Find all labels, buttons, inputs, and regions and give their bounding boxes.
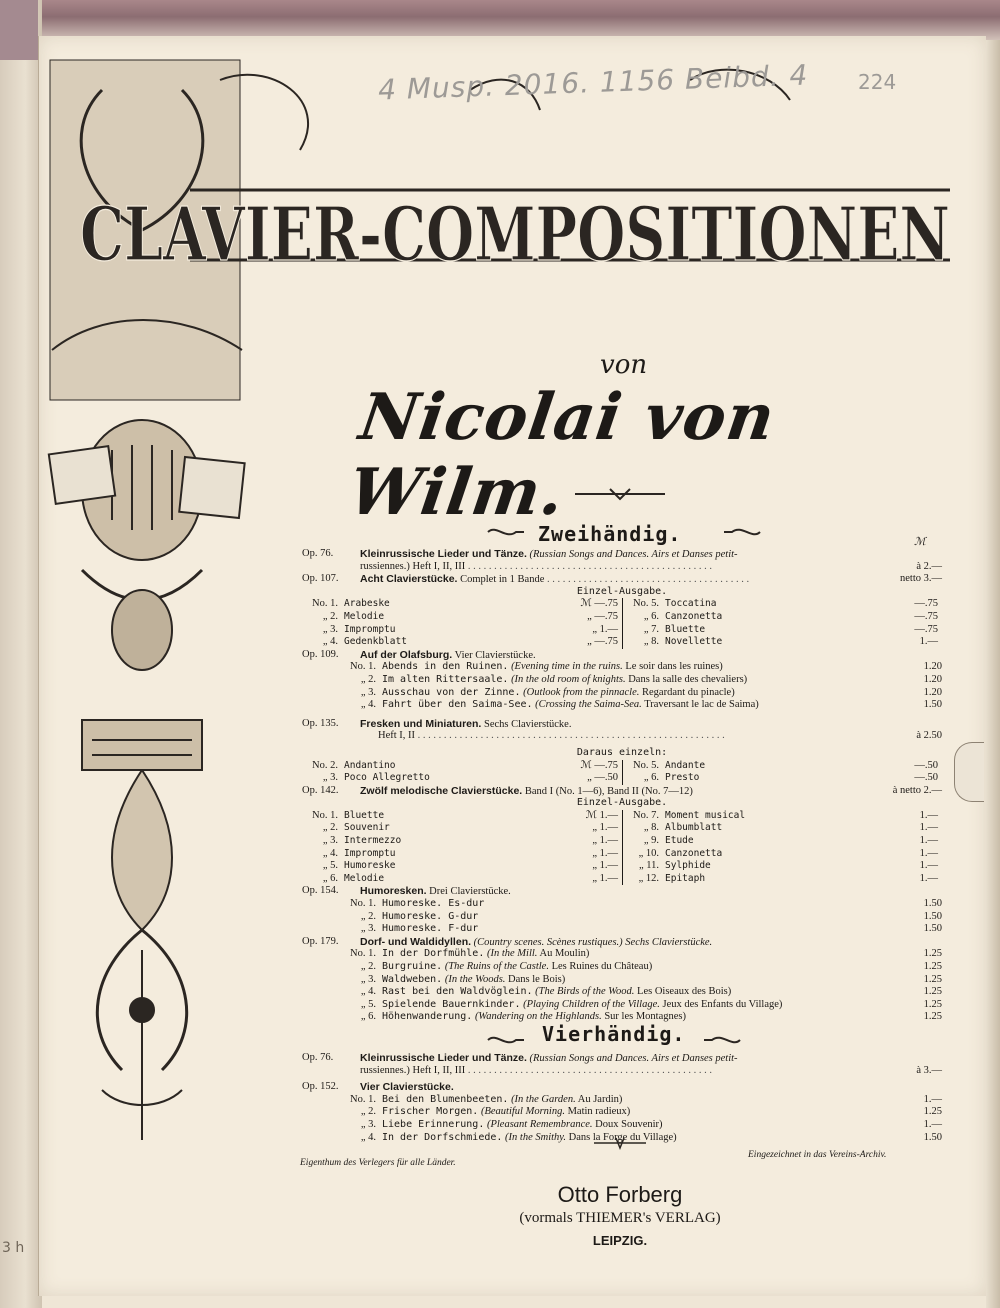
catalog-text: No. 1. [350,661,376,673]
book-binding-left [0,0,42,1308]
footer-ornament [590,1136,650,1150]
catalog-text: Heft I, II [378,730,416,742]
catalog-text: „ 4. [360,986,376,998]
catalog-text: Traversant le lac de Saima) [644,699,759,711]
catalog-text: Le soir dans les ruines) [625,661,723,673]
work-description: (Russian Songs and Dances. Airs et Danses petit- [529,549,738,560]
catalog-text: No. 1. [312,809,338,821]
catalog-text: Les Oiseaux des Bois) [637,986,732,998]
catalog-text: Albumblatt [665,822,723,834]
catalog-text: „ 3. [322,772,338,784]
catalog-text: No. 5. [633,759,659,771]
catalog-text: „ 2. [322,822,338,834]
page-tab [954,742,984,802]
catalog-text: ℳ 1.— [585,809,618,821]
catalog-entry [302,1052,942,1065]
catalog-text: No. 5. [633,598,659,610]
catalog-text: „ 4. [322,636,338,648]
catalog-text: „ —.75 [587,610,618,622]
catalog-text: —.50 [914,772,938,784]
catalog-text: Frischer Morgen. [382,1106,479,1118]
work-title: Auf der Olafsburg. [360,648,453,661]
work-title: Dorf- und Waldidyllen. [360,935,472,948]
catalog-text: Humoreske. G-dur [382,910,479,922]
catalog-text: 1.— [919,809,938,821]
catalog-text: Matin radieux) [567,1106,631,1118]
catalog-text: Bei den Blumenbeeten. [382,1093,509,1105]
catalog-text: —.75 [914,610,938,622]
catalog-text: Humoreske. F-dur [382,923,479,935]
catalog-text: In der Dorfmühle. [382,948,485,960]
catalog-text: „ 11. [638,860,659,872]
catalog-text: 1.— [919,872,938,884]
einzel-ausgabe-label: Einzel-Ausgabe. [576,585,668,597]
work-description: Band I (No. 1—6), Band II (No. 7—12) [524,785,693,797]
catalog-text: Burgruine. [382,961,443,972]
work-description-cont: russiennes.) Heft I, II, III [360,560,466,572]
catalog-text: Humoreske [344,860,396,872]
publisher-name: Otto Forberg [557,1182,683,1207]
catalog-text: Impromptu [344,847,396,859]
work-title: Zwölf melodische Clavierstücke. [360,784,523,797]
catalog-text: 1.50 [923,898,942,910]
catalog-text: —.50 [914,759,938,771]
catalog-text: „ —.75 [587,636,618,648]
catalog-text: Arabeske [344,598,390,610]
catalog-text: ℳ —.75 [580,759,618,771]
price: à 3.— [916,1064,942,1076]
catalog-text: Höhenwanderung. [382,1011,473,1023]
page-edges [986,40,1000,1308]
catalog-text: Poco Allegretto [344,772,430,784]
catalog-entry [302,718,942,731]
work-title: Humoresken. [360,885,427,898]
catalog-text: „ 1.— [592,822,618,834]
catalog-text: à 2.50 [916,730,942,742]
catalog-text: (In the Mill. [486,948,538,960]
opus-number: Op. 179. [302,935,339,947]
catalog-text: ℳ —.75 [580,598,618,610]
catalog-text: (Playing Children of the Village. [523,998,660,1010]
catalog-text: (The Birds of the Wood. [535,986,635,998]
section-zweihaendig: Zweihändig. [538,522,682,546]
publisher-formerly: (vormals THIEMER's VERLAG) [519,1210,721,1226]
catalog-entry [302,885,942,898]
catalog-text: Epitaph [665,872,706,884]
price: à netto 2.— [892,784,942,796]
catalog-text: „ 1.— [592,847,618,859]
catalog-text: Canzonetta [665,847,723,859]
catalog-text: 1.50 [923,1131,942,1143]
catalog-text: (Outlook from the pinnacle. [523,686,640,698]
catalog-entry [302,936,942,949]
catalog-text: „ 2. [360,910,376,922]
catalog-text: „ 3. [322,623,338,635]
catalog-text: 1.— [923,1093,942,1105]
catalog-text: „ 2. [322,610,338,622]
op107-items [302,598,942,648]
catalog-text: „ 2. [360,961,376,972]
catalog-text: 1.— [919,822,938,834]
catalog-text: (In the old room of knights. [511,673,626,685]
catalog: Op. 76. Kleinrussische Lieder und Tänze. (Russian Songs and Dances. Airs et Danses petit- russiennes.) Heft I, II, III . . . . . . . . . . . . . . . . . . . . . . . . . . . . . . . . . . . . . . . . . . . . . . . à 2.— Op. 107. Acht Clavierstücke. Complet in 1 Bande . . . . . . . . . . . . . . . . . . . . . . . . . . . . . . . . . . . . . . . netto 3.— Einzel-Ausgabe. No. 1. Arabeske ℳ —.75 „ 2. Melodie „ —.75 „ 3. Impromptu „ 1.— „ 4. Gedenkblatt „ —.75 No. 5. Toccatina —.75 „ 6. Canzonetta —.75 „ 7. Bluette —.75 „ 8. Novellette 1.— Op. 109. Auf der Olafsburg. Vier Clavierstücke. No. 1. Abends in den Ruinen. (Evening time in the ruins. Le soir dans les ruines) 1.20 „ 2. Im alten Rittersaale. (In the old room of knights. Dans la salle des chevaliers) 1.20 „ 3. Ausschau von der Zinne. (Outlook from the pinnacle. Regardant du pinacle) 1.20 „ 4. Fahrt über den Saima-See. (Crossing the Saima-Sea. Traversant le lac de Saima) 1.50 Op. 135. Fresken und Miniaturen. Sechs Clavierstücke. Heft I, II . . . . . . . . . . . . . . . . . . . . . . . . . . . . . . . . . . . . . . . . . . . . . . . . . . . . . . . . . . . à 2.50 Daraus einzeln: No. 2. Andantino ℳ —.75 „ 3. Poco Allegretto „ —.50 No. 5. Andante —.50 „ 6. Presto —.50 Op. 142. Zwölf melodische Clavierstücke. Band I (No. 1—6), Band II (No. 7—12) à netto 2.— Einzel-Ausgabe. No. 1. Bluette ℳ 1.— „ 2. Souvenir „ 1.— „ 3. Intermezzo „ 1.— „ 4. Impromptu „ 1.— „ 5. Humoreske „ 1.— „ 6. Melodie „ 1.— No. 7. Moment musical 1.— „ 8. Albumblatt 1.— „ 9. Etude 1.— „ 10. Canzonetta 1.— „ 11. Sylphide 1.— „ 12. Epitaph 1.— Op. 154. Humoresken. Drei Clavierstücke. No. 1. Humoreske. Es-dur 1.50 „ 2. Humoreske. G-dur 1.50 „ 3. Humoreske. F-dur 1.50 Op. 179. Dorf- und Waldidyllen. (Country scenes. Scènes rustiques.) Sechs Clavierstücke. No. 1. In der Dorfmühle. (In the Mill. Au Moulin) 1.25 „ 2. Burgruine. (The Ruins of the Castle. Les Ruines du Château) 1.25 „ 3. Waldweben. (In the Woods. Dans le Bois) 1.25 „ 4. Rast bei den Waldvöglein. (The Birds of the Wood. Les Oiseaux des Bois) 1.25 „ 5. Spielende Bauernkinder. (Playing Children of the Village. Jeux des Enfants du Village) 1.25 „ 6. Höhenwanderung. (Wandering on the Highlands. Sur les Montagnes) 1.25 Vierhändig. Op. 76. Kleinrussische Lieder und Tänze. (Russian Songs and Dances. Airs et Danses petit- russiennes.) Heft I, II, III . . . . . . . . . . . . . . . . . . . . . . . . . . . . . . . . . . . . . . . . . . . . . . . à 3.— Op. 152. Vier Clavierstücke. No. 1. Bei den Blumenbeeten. (In the Garden. Au Jardin) 1.— „ 2. Frischer Morgen. (Beautiful Morning. Matin radieux) 1.25 „ 3. Liebe Erinnerung. (Pleasant Remembrance. Doux Souvenir) 1.— „ 4. In der Dorfschmiede. (In the Smithy. Dans la Forge du Village) 1.50 [302,548,942,1143]
catalog-text: Andantino [344,759,396,771]
catalog-text: Gedenkblatt [344,636,407,648]
catalog-text: Au Moulin) [539,948,590,960]
catalog-text: „ 4. [360,699,376,711]
catalog-text: russiennes.) Heft I, II, III [360,1064,466,1076]
catalog-text: „ 10. [638,847,659,859]
catalog-text: (Crossing the Saima-Sea. [535,699,642,711]
catalog-text: 1.25 [923,961,942,972]
pencil-shelfmark: 4 Musp. 2016. 1156 Beibd. 4 [377,58,809,107]
price: à 2.— [916,560,942,572]
catalog-text: 1.25 [923,986,942,998]
catalog-text: 1.50 [923,699,942,711]
catalog-text: Spielende Bauernkinder. [382,998,521,1010]
opus-number: Op. 109. [302,648,339,660]
catalog-text: No. 1. [350,948,376,960]
catalog-text: „ 3. [322,835,338,847]
pencil-page-number: 224 [858,70,897,94]
catalog-text: Etude [665,835,694,847]
catalog-text: In der Dorfschmiede. [382,1131,503,1143]
work-description: Sechs Clavierstücke. [483,718,572,730]
catalog-text: 1.25 [923,998,942,1010]
catalog-text: No. 1. [350,898,376,910]
catalog-text: Impromptu [344,623,396,635]
catalog-text: Humoreske. Es-dur [382,898,485,910]
heading-ornament-right [702,1032,742,1048]
opus-number: Op. 154. [302,885,339,897]
von-label: von [600,350,648,380]
catalog-text: (Pleasant Remembrance. [486,1118,593,1130]
catalog-text: „ 6. [360,1011,376,1023]
catalog-text: „ 1.— [592,623,618,635]
catalog-text: Souvenir [344,822,390,834]
catalog-text: Intermezzo [344,835,402,847]
catalog-text: Bluette [665,623,706,635]
catalog-text: „ 7. [643,623,659,635]
catalog-text: Andante [665,759,706,771]
catalog-text: Sur les Montagnes) [604,1011,687,1023]
catalog-text: 1.— [919,636,938,648]
currency-mark: ℳ [914,535,926,548]
catalog-text: 1.— [923,1118,942,1130]
catalog-text: 1.— [919,860,938,872]
catalog-text: Sylphide [665,860,711,872]
spine-cloth [0,0,38,60]
work-title: Acht Clavierstücke. [360,573,458,586]
main-title: CLAVIER-COMPOSITIONEN [80,192,950,278]
work-description: Complet in 1 Bande [460,574,545,586]
catalog-text: „ 1.— [592,860,618,872]
catalog-text: „ 2. [360,1106,376,1118]
margin-pencil-note: 3 h [2,1240,25,1256]
catalog-text: Toccatina [665,598,717,610]
catalog-text: „ 2. [360,673,376,685]
catalog-text: Melodie [344,610,385,622]
catalog-text: „ 6. [322,872,338,884]
section-vierhaendig: Vierhändig. [542,1021,686,1046]
catalog-text: 1.20 [923,661,942,673]
op135-items [302,760,942,785]
work-description: Vier Clavierstücke. [454,649,536,661]
daraus-einzeln-label: Daraus einzeln: [576,746,668,758]
archive-note: Eingezeichnet in das Vereins-Archiv. [748,1150,887,1160]
catalog-text: „ 8. [643,636,659,648]
divider-ornament [570,486,670,502]
catalog-text: Melodie [344,872,385,884]
catalog-text: Au Jardin) [577,1093,623,1105]
op142-items [302,810,942,886]
catalog-text: 1.— [919,835,938,847]
catalog-entry [302,548,942,561]
catalog-text: 1.50 [923,923,942,935]
catalog-text: Abends in den Ruinen. [382,661,509,673]
publisher-city: LEIPZIG. [592,1233,648,1248]
catalog-text: Dans la salle des chevaliers) [628,673,748,685]
opus-number: Op. 76. [302,548,334,559]
catalog-entry [302,785,942,798]
catalog-text: Canzonetta [665,610,723,622]
catalog-text: Les Ruines du Château) [551,961,653,972]
opus-number: Op. 107. [302,573,339,585]
catalog-text: „ 5. [360,998,376,1010]
work-title: Vier Clavierstücke. [360,1081,454,1094]
catalog-text: Doux Souvenir) [595,1118,663,1130]
catalog-text: „ 3. [360,686,376,698]
catalog-text: Presto [665,772,700,784]
catalog-text: 1.25 [923,1106,942,1118]
catalog-text: (Evening time in the ruins. [511,661,623,673]
catalog-text: No. 1. [312,598,338,610]
catalog-text: „ 1.— [592,872,618,884]
catalog-text: „ 8. [643,822,659,834]
catalog-text: Dans le Bois) [508,973,566,985]
publisher-block [460,1182,780,1248]
catalog-text: (In the Smithy. [505,1131,566,1143]
einzel-ausgabe-label: Einzel-Ausgabe. [576,797,668,809]
copyright-note: Eigenthum des Verlegers für alle Länder. [300,1158,456,1168]
catalog-text: „ 3. [360,1118,376,1130]
catalog-text: 1.50 [923,910,942,922]
opus-number: Op. 152. [302,1081,339,1093]
catalog-text: Dans la Forge du Village) [568,1131,677,1143]
catalog-text: (In the Garden. [511,1093,576,1105]
catalog-text: No. 1. [350,1093,376,1105]
catalog-text: Waldweben. [382,973,443,985]
work-description: Drei Clavierstücke. [429,886,511,898]
catalog-text: Rast bei den Waldvöglein. [382,986,533,998]
catalog-text: 1.25 [923,1011,942,1023]
work-title: Kleinrussische Lieder und Tänze. [360,548,527,560]
catalog-text: „ 3. [360,923,376,935]
catalog-text: Im alten Rittersaale. [382,673,509,685]
catalog-text: (The Ruins of the Castle. [444,961,549,972]
catalog-text: Novellette [665,636,723,648]
catalog-text: No. 2. [312,759,338,771]
catalog-text: „ 9. [643,835,659,847]
catalog-text: „ 3. [360,973,376,985]
catalog-text: Liebe Erinnerung. [382,1118,485,1130]
catalog-text: No. 7. [633,809,659,821]
work-title: Kleinrussische Lieder und Tänze. [360,1051,527,1064]
catalog-text: Bluette [344,809,385,821]
catalog-text: 1.25 [923,973,942,985]
catalog-text: Jeux des Enfants du Village) [662,998,783,1010]
catalog-text: —.75 [914,598,938,610]
catalog-text: „ 4. [322,847,338,859]
catalog-text: Ausschau von der Zinne. [382,686,521,698]
catalog-text: (Beautiful Morning. [480,1106,565,1118]
heading-ornament-left [486,524,526,540]
opus-number: Op. 76. [302,1051,334,1063]
catalog-text: —.75 [914,623,938,635]
catalog-text: 1.20 [923,673,942,685]
catalog-text: (In the Woods. [444,973,506,985]
catalog-text: „ 5. [322,860,338,872]
title-lettering [70,60,960,390]
work-title: Fresken und Miniaturen. [360,717,482,730]
catalog-text: Fahrt über den Saima-See. [382,699,533,711]
catalog-entry: Op. 107. Acht Clavierstücke. Complet in 1 Bande . . . . . . . . . . . . . . . . . . . . . . . . . . . . . . . . . . . . . . . netto 3.— [302,573,942,586]
work-description: (Country scenes. Scènes rustiques.) Sechs Clavierstücke. [473,936,713,948]
catalog-text: „ 4. [360,1131,376,1143]
vierhaendig-heading-row [302,1021,942,1052]
catalog-text: „ 6. [643,610,659,622]
catalog-text: 1.— [919,847,938,859]
catalog-entry [302,1081,942,1094]
opus-number: Op. 135. [302,717,339,729]
catalog-text: 1.20 [923,686,942,698]
price: netto 3.— [900,573,942,585]
heading-ornament-right [722,524,762,540]
catalog-text: „ 1.— [592,835,618,847]
catalog-text: 1.25 [923,948,942,960]
opus-number: Op. 142. [302,784,339,796]
composer-name: Nicolai von Wilm. [344,380,780,530]
catalog-text: „ 6. [643,772,659,784]
catalog-text: (Wandering on the Highlands. [474,1011,602,1023]
heading-ornament-left [486,1032,526,1048]
catalog-text: Regardant du pinacle) [642,686,735,698]
catalog-text: Moment musical [665,809,746,821]
catalog-text: „ 12. [638,872,659,884]
catalog-text: „ —.50 [587,772,618,784]
work-description: (Russian Songs and Dances. Airs et Danses petit- [529,1052,738,1064]
catalog-entry [302,649,942,662]
